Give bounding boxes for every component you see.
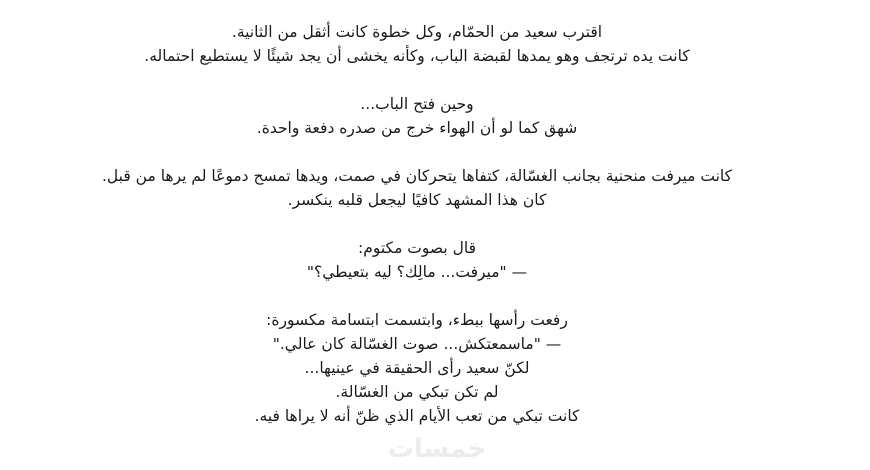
story-line: كانت ميرفت منحنية بجانب الغسّالة، كتفاها يتحركان في صمت، ويدها تمسح دموعًا لم يرها من قبل. bbox=[101, 167, 733, 185]
story-line: كان هذا المشهد كافيًا ليجعل قلبه ينكسر. bbox=[287, 191, 547, 209]
story-line: قال بصوت مكتوم: bbox=[358, 239, 476, 257]
story-line: كانت يده ترتجف وهو يمدها لقبضة الباب، وكأنه يخشى أن يجد شيئًا لا يستطيع احتماله. bbox=[144, 47, 690, 65]
story-line: وحين فتح الباب... bbox=[360, 95, 474, 113]
paragraph bbox=[0, 164, 834, 212]
story-line: — "ميرفت... مالِك؟ ليه بتعيطي؟" bbox=[306, 263, 528, 281]
paragraph bbox=[0, 308, 834, 428]
story-line: — "ماسمعتكش... صوت الغسّالة كان عالي." bbox=[272, 335, 562, 353]
paragraph bbox=[0, 236, 834, 284]
paragraph bbox=[0, 92, 834, 140]
story-line: شهق كما لو أن الهواء خرج من صدره دفعة واحدة. bbox=[256, 119, 578, 137]
watermark-logo: خمسات bbox=[387, 434, 487, 464]
story-line: رفعت رأسها ببطء، وابتسمت ابتسامة مكسورة: bbox=[266, 311, 568, 329]
story-line: لكنّ سعيد رأى الحقيقة في عينيها... bbox=[304, 359, 530, 377]
story-text bbox=[0, 20, 834, 428]
story-line: اقترب سعيد من الحمّام، وكل خطوة كانت أثقل من الثانية. bbox=[231, 23, 603, 41]
paragraph bbox=[0, 20, 834, 68]
story-line: لم تكن تبكي من الغسّالة. bbox=[335, 383, 499, 401]
story-line: كانت تبكي من تعب الأيام الذي ظنّ أنه لا يراها فيه. bbox=[254, 407, 580, 425]
